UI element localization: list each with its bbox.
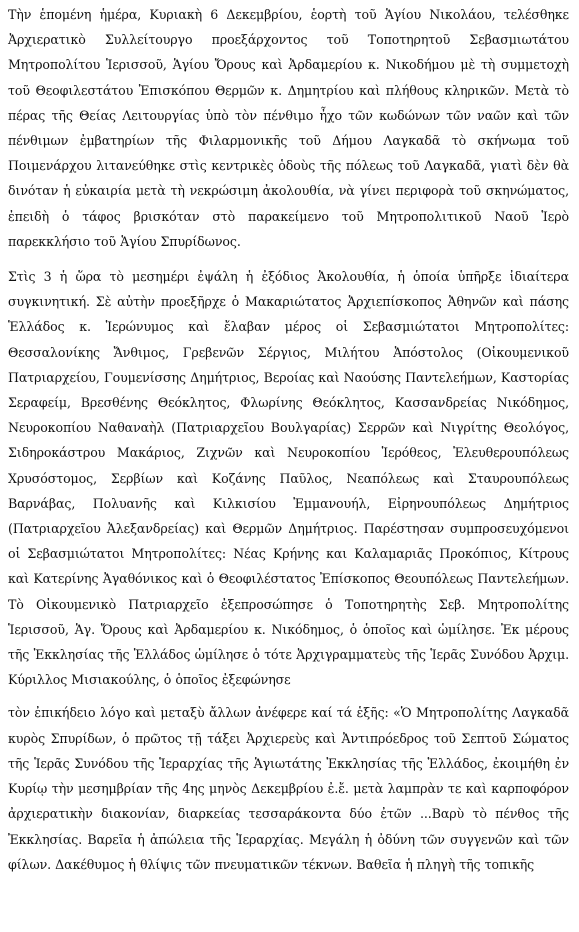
paragraph-funeral-service: Στὶς 3 ἡ ὥρα τὸ μεσημέρι ἐψάλη ἡ ἐξόδιος Ἀκολουθία, ἡ ὁποία ὑπῆρξε ἰδιαίτερα συγκινητική. Σὲ αὐτὴν προεξῆρχε ὁ Μακαριώτατος Ἀρχιεπίσκοπος Ἀθηνῶν καὶ πάσης Ἑλλάδος κ. Ἱερώνυμος καὶ ἔλαβαν μέρος οἱ Σεβασμιώτατοι Μητροπολίτες: Θεσσαλονίκης Ἄνθιμος, Γρεβενῶν Σέργιος, Μιλήτου Ἀπόστολος (Οἰκουμενικοῦ Πατριαρχείου, Γουμενίσσης Δημήτριος, Βεροίας καὶ Ναούσης Παντελεήμων, Καστορίας Σεραφείμ, Βρεσθένης Θεόκλητος, Φλωρίνης Θεόκλητος, Κασσανδρείας Νικόδημος, Νευροκοπίου Ναθαναὴλ (Πατριαρχεῖου Βουλγαρίας) Σερρῶν καὶ Νιγρίτης Θεολόγος, Σιδηροκάστρου Μακάριος, Ζιχνῶν καὶ Νευροκοπίου Ἱερόθεος, Ἐλευθερουπόλεως Χρυσόστομος, Σερβίων καὶ Κοζάνης Παῦλος, Νεαπόλεως καὶ Σταυρουπόλεως Βαρνάβας, Πολυανῆς καὶ Κιλκισίου Ἐμμανουήλ, Εἰρηνουπόλεως Δημήτριος (Πατριαρχεῖου Ἀλεξανδρείας) καὶ Θερμῶν Δημήτριος. Παρέστησαν συμπροσευχόμενοι οἱ Σεβασμιώτατοι Μητροπολίτες: Νέας Κρήνης και Καλαμαριᾶς Προκόπιος, Κίτρους καὶ Κατερίνης Ἀγαθόνικος καὶ ὁ Θεοφιλέστατος Ἐπίσκοπος Θεουπόλεως Παντελεήμων. Τὸ Οἰκουμενικὸ Πατριαρχεῖο ἐξεπροσώπησε ὁ Τοποτηρητὴς Σεβ. Μητροπολίτης Ἱερισσοῦ, Ἁγ. Ὄρους καὶ Ἀρδαμερίου κ. Νικόδημος, ὁ ὁποῖος καὶ ὡμίλησε. Ἐκ μέρους τῆς Ἐκκλησίας τῆς Ἑλλάδος ὡμίλησε ὁ τότε Ἀρχιγραμματεὺς τῆς Ἱερᾶς Συνόδου Ἀρχιμ. Κύριλλος Μισιακούλης, ὁ ὁποῖος ἐξεφώνησε <box>8 269 569 688</box>
paragraph-liturgy-and-procession: Τὴν ἑπομένη ἡμέρα, Κυριακὴ 6 Δεκεμβρίου, ἑορτὴ τοῦ Ἁγίου Νικολάου, τελέσθηκε Ἀρχιερατικὸ Συλλείτουργο προεξάρχοντος τοῦ Τοποτηρητοῦ Σεβασμιωτάτου Μητροπολίτου Ἱερισσοῦ, Ἁγίου Ὄρους καὶ Ἀρδαμερίου κ. Νικοδήμου μὲ τὴ συμμετοχὴ τοῦ Θεοφιλεστάτου Ἐπισκόπου Θερμῶν κ. Δημητρίου καὶ πλήθους κληρικῶν. Μετὰ τὸ πέρας τῆς Θείας Λειτουργίας ὑπὸ τὸν πένθιμο ἦχο τῶν κωδώνων τῶν ναῶν καὶ τῶν πένθιμων ἐμβατηρίων τῆς Φιλαρμονικῆς τοῦ Δήμου Λαγκαδᾶ τὸ σκήνωμα τοῦ Ποιμενάρχου λιτανεύθηκε στὶς κεντρικὲς ὁδοὺς τῆς πόλεως τοῦ Λαγκαδᾶ, γιατὶ δὲν θὰ δινόταν ἡ εὐκαιρία μετὰ τὴ νεκρώσιμη ἀκολουθία, νὰ γίνει περιφορὰ τοῦ σκηνώματος, ἐπειδὴ ὁ τάφος βρισκόταν στὸ παρακείμενο τοῦ Μητροπολιτικοῦ Ναοῦ Ἱερὸ παρεκκλήσιο τοῦ Ἁγίου Σπυρίδωνος. <box>8 7 569 249</box>
paragraph-funeral-oration: τὸν ἐπικήδειο λόγο καὶ μεταξὺ ἄλλων ἀνέφερε καί τά ἑξῆς: «Ὁ Μητροπολίτης Λαγκαδᾶ κυρὸς Σπυρίδων, ὁ πρῶτος τῇ τάξει Ἀρχιερεὺς καὶ Ἀντιπρόεδρος τοῦ Σεπτοῦ Σώματος τῆς Ἱερᾶς Συνόδου τῆς Ἱεραρχίας τῆς Ἁγιωτάτης Ἐκκλησίας τῆς Ἑλλάδος, ἐκοιμήθη ἐν Κυρίῳ τὴν μεσημβρίαν τῆς 4ης μηνὸς Δεκεμβρίου ἐ.ἔ. μετὰ λαμπρὰν τε καὶ καρποφόρον ἀρχιερατικὴν διακονίαν, διαρκείας τεσσαράκοντα δύο ἐτῶν ...Βαρὺ τὸ πένθος τῆς Ἐκκλησίας. Βαρεῖα ἡ ἀπώλεια τῆς Ἱεραρχίας. Μεγάλη ἡ ὀδύνη τῶν συγγενῶν καὶ τῶν φίλων. Δακέθυμος ἡ θλίψις τῶν πνευματικῶν τέκνων. Βαθεῖα ἡ πληγὴ τῆς τοπικῆς <box>8 705 569 872</box>
